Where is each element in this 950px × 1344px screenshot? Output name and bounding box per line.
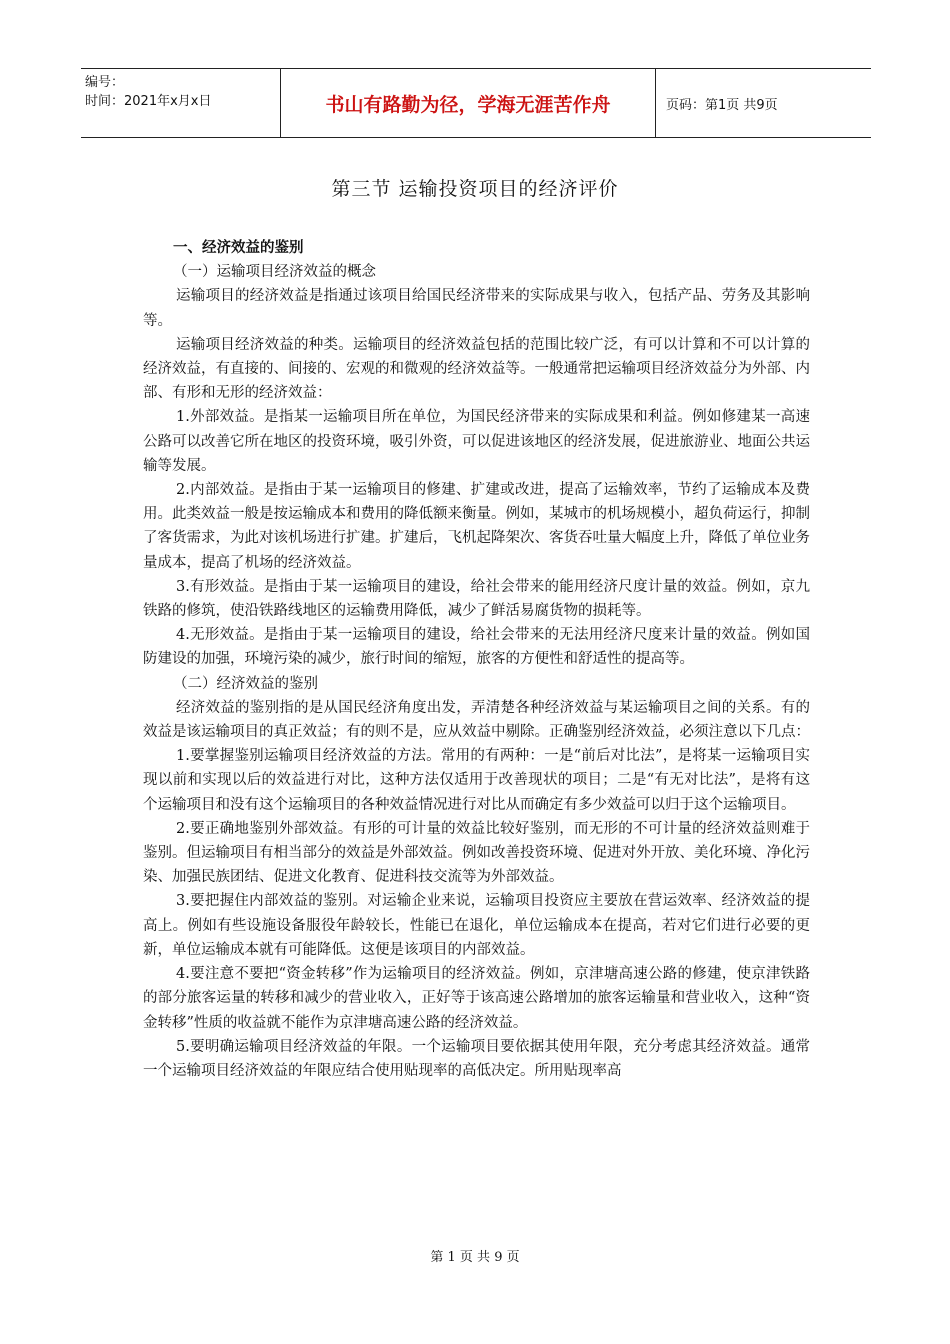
paragraph: 4.无形效益。是指由于某一运输项目的建设，给社会带来的无法用经济尺度来计量的效益。例如国防建设的加强，环境污染的减少，旅行时间的缩短，旅客的方便性和舒适性的提高等。 [143, 627, 810, 668]
page-info: 页码：第1页 共9页 [666, 97, 778, 113]
paragraph: 5.要明确运输项目经济效益的年限。一个运输项目要依据其使用年限，充分考虑其经济效益。通常一个运输项目经济效益的年限应结合使用贴现率的高低决定。所用贴现率高 [143, 1038, 810, 1079]
document-body [143, 236, 810, 1083]
page-footer: 第 1 页 共 9 页 [430, 1250, 520, 1265]
paragraph: 2.要正确地鉴别外部效益。有形的可计量的效益比较好鉴别，而无形的不可计量的经济效益则难于鉴别。但运输项目有相当部分的效益是外部效益。例如改善投资环境、促进对外开放、美化环境、净化污染、加强民族团结、促进文化教育、促进科技交流等为外部效益。 [143, 820, 810, 886]
section-heading: 一、经济效益的鉴别 [173, 240, 304, 256]
paragraph: 经济效益的鉴别指的是从国民经济角度出发，弄清楚各种经济效益与某运输项目之间的关系。有的效益是该运输项目的真正效益；有的则不是，应从效益中剔除。正确鉴别经济效益，必须注意以下几点： [143, 699, 810, 741]
page-title: 第三节 运输投资项目的经济评价 [331, 178, 619, 200]
paragraph: 4.要注意不要把“资金转移”作为运输项目的经济效益。例如，京津塘高速公路的修建，使京津铁路的部分旅客运量的转移和减少的营业收入，正好等于该高速公路增加的旅客运输量和营业收入，这种“资金转移”性质的收益就不能作为京津塘高速公路的经济效益。 [143, 966, 810, 1031]
paragraph: 运输项目经济效益的种类。运输项目的经济效益包括的范围比较广泛，有可以计算和不可以计算的经济效益，有直接的、间接的、宏观的和微观的经济效益等。一般通常把运输项目经济效益分为外部、内部、有形和无形的经济效益： [143, 336, 810, 402]
motto: 书山有路勤为径，学海无涯苦作舟 [281, 69, 656, 137]
paragraph: 1.要掌握鉴别运输项目经济效益的方法。常用的有两种：一是“前后对比法”，是将某一运输项目实现以前和实现以后的效益进行对比，这种方法仅适用于改善现状的项目；二是“有无对比法”，是将有这个运输项目和没有这个运输项目的各种效益情况进行对比从而确定有多少效益可以归于这个运输项目。 [143, 748, 810, 813]
paragraph: 3.要把握住内部效益的鉴别。对运输企业来说，运输项目投资应主要放在营运效率、经济效益的提高上。例如有些设施设备服役年龄较长，性能已在退化，单位运输成本在提高，若对它们进行必要的更新，单位运输成本就有可能降低。这便是该项目的内部效益。 [143, 893, 810, 958]
date-label: 时间：2021年x月x日 [85, 94, 212, 109]
paragraph: 3.有形效益。是指由于某一运输项目的建设，给社会带来的能用经济尺度计量的效益。例如，京九铁路的修筑，使沿铁路线地区的运输费用降低，减少了鲜活易腐货物的损耗等。 [143, 578, 810, 620]
number-label: 编号： [85, 75, 125, 90]
paragraph: 运输项目的经济效益是指通过该项目给国民经济带来的实际成果与收入，包括产品、劳务及其影响等。 [143, 288, 810, 329]
subsection-heading: （一）运输项目经济效益的概念 [173, 264, 376, 281]
header-table [81, 68, 871, 138]
header-left-cell [81, 69, 281, 137]
subsection-heading: （二）经济效益的鉴别 [173, 675, 318, 692]
paragraph: 1.外部效益。是指某一运输项目所在单位，为国民经济带来的实际成果和利益。例如修建某一高速公路可以改善它所在地区的投资环境，吸引外资，可以促进该地区的经济发展，促进旅游业、地面公共运输等发展。 [143, 409, 810, 474]
paragraph: 2.内部效益。是指由于某一运输项目的修建、扩建或改进，提高了运输效率，节约了运输成本及费用。此类效益一般是按运输成本和费用的降低额来衡量。例如，某城市的机场规模小，超负荷运行，抑制了客货需求，为此对该机场进行扩建。扩建后，飞机起降架次、客货吞吐量大幅度上升，降低了单位业务量成本，提高了机场的经济效益。 [143, 482, 810, 571]
